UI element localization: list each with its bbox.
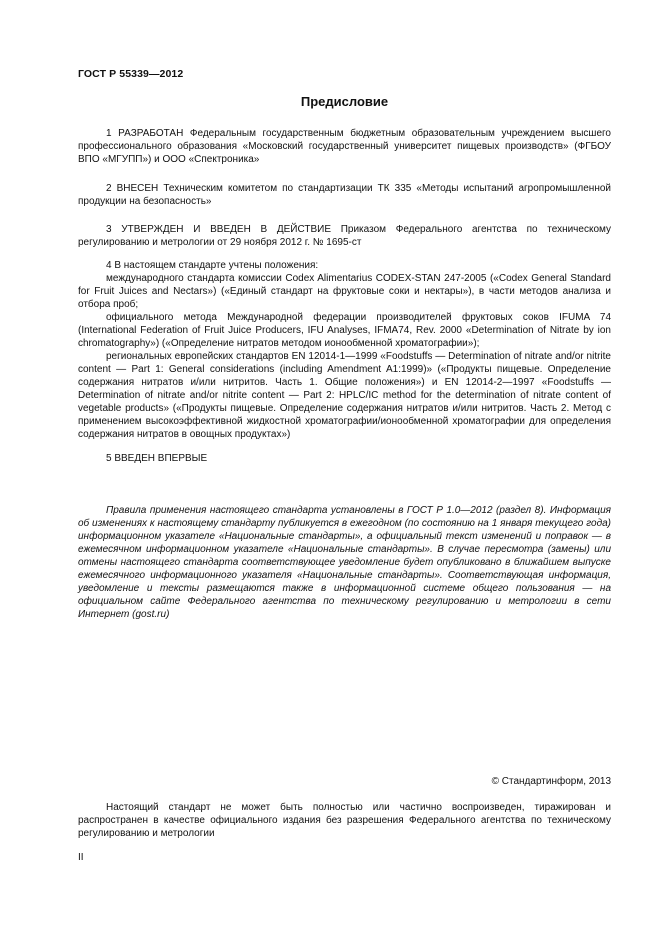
item-4-paragraph-3: региональных европейских стандартов EN 12014-1—1999 «Foodstuffs — Determination of nitrate and/or nitrite content — Part 1: General considerations (including Amendment A1:1999)» («Продукты пищевые. Определение содержания нитратов и/или нитритов. Часть 1. Общие положения») и EN 12014-2—1997 «Foodstuffs — Determination of nitrate and/or nitrite content — Part 2: HPLC/IC method for the determination of nitrate content of vegetable products» («Продукты пищевые. Определение содержания нитратов и/или нитритов. Часть 2. Метод с применением высокоэффективной жидкостной хроматографии/ионообменной хроматографии для определения содержания нитратов в овощных продуктах») [78,351,611,440]
item-4-paragraph-2: официального метода Международной федерации производителей фруктовых соков IFUMA 74 (International Federation of Fruit Juice Producers, IFU Analyses, IFMA74, Rev. 2000 «Determination of Nitrate by ion chromatography») («Определение нитратов методом ионообменной хроматографии»); [78,312,611,349]
item-2-text: 2 ВНЕСЕН Техническим комитетом по стандартизации ТК 335 «Методы испытаний агропромышленной продукции на безопасность» [78,183,611,207]
item-1-block [78,127,611,166]
copyright-text: © Стандартинформ, 2013 [491,776,611,787]
rules-note-block [78,504,611,621]
item-1-text: 1 РАЗРАБОТАН Федеральным государственным бюджетным образовательным учреждением высшего профессионального образования «Московский государственный университет пищевых производств» (ФГБОУ ВПО «МГУПП») и ООО «Спектроника» [78,128,611,165]
item-5-text: 5 ВВЕДЕН ВПЕРВЫЕ [106,453,208,464]
item-3-block [78,223,611,249]
document-code: ГОСТ Р 55339—2012 [78,68,184,80]
reproduction-notice-text: Настоящий стандарт не может быть полностью или частично воспроизведен, тиражирован и распространен в качестве официального издания без разрешения Федерального агентства по техническому регулированию и метрологии [78,802,611,839]
item-3-text: 3 УТВЕРЖДЕН И ВВЕДЕН В ДЕЙСТВИЕ Приказом Федерального агентства по техническому регулированию и метрологии от 29 ноября 2012 г. № 1695-ст [78,224,611,248]
item-4-block [78,259,611,441]
item-4-intro: 4 В настоящем стандарте учтены положения: [106,260,319,271]
page-title: Предисловие [300,94,389,109]
reproduction-notice [78,801,611,840]
rules-note-text: Правила применения настоящего стандарта установлены в ГОСТ Р 1.0—2012 (раздел 8). Информация об изменениях к настоящему стандарту публикуется в ежегодном (по состоянию на 1 января текущего года) информационном указателе «Национальные стандарты», а официальный текст изменений и поправок — в ежемесячном информационном указателе «Национальные стандарты». В случае пересмотра (замены) или отмены настоящего стандарта соответствующее уведомление будет опубликовано в ближайшем выпуске ежемесячного информационного указателя «Национальные стандарты». Соответствующая информация, уведомление и тексты размещаются также в информационной системе общего пользования — на официальном сайте Федерального агентства по техническому регулированию и метрологии в сети Интернет (gost.ru) [78,505,611,620]
item-2-block [78,182,611,208]
item-4-paragraph-1: международного стандарта комиссии Codex Alimentarius CODEX-STAN 247-2005 («Codex General Standard for Fruit Juices and Nectars») («Единый стандарт на фруктовые соки и нектары»), в части методов анализа и отбора проб; [78,273,611,310]
page-number: II [78,852,84,863]
item-5-block [78,452,611,465]
